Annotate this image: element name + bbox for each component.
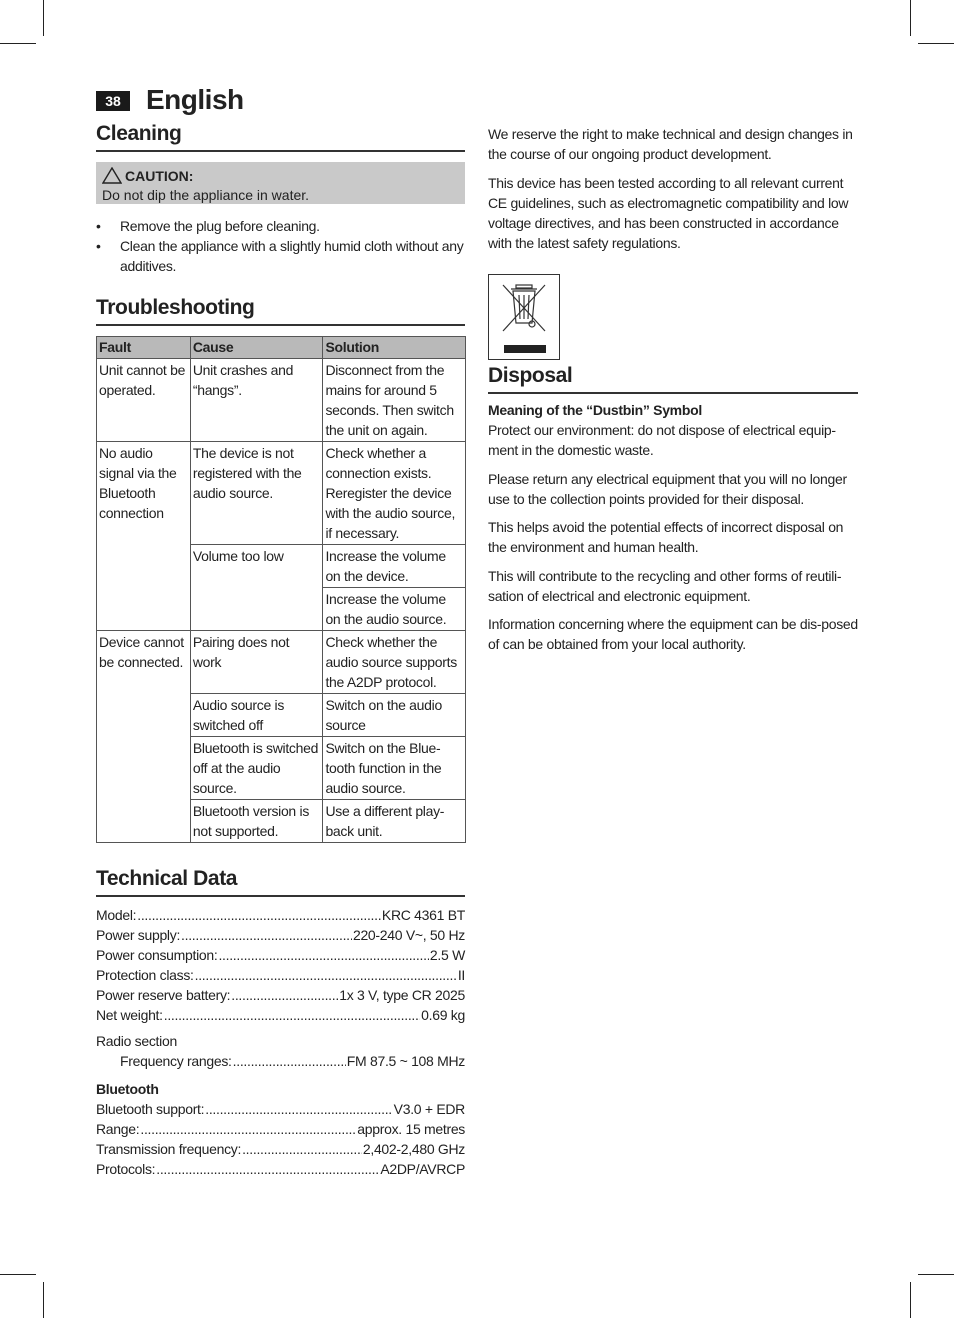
disposal-paragraph: Please return any electrical equipment that you will no longer use to the collection points provided for their disposal. (488, 471, 847, 507)
cause-cell: Bluetooth is switched off at the audio source. (190, 737, 323, 800)
table-row (97, 631, 466, 694)
crop-mark (910, 1282, 911, 1318)
spec-value: KRC 4361 BT (381, 907, 465, 923)
dustbin-meaning-subtitle: Meaning of the “Dustbin” Symbol (488, 402, 702, 418)
design-changes-paragraph: We reserve the right to make technical and design changes in the course of our ongoing product development. (488, 126, 853, 162)
table-row (97, 359, 466, 442)
cause-cell: Bluetooth version is not supported. (190, 800, 323, 843)
solution-cell: Increase the volume on the device. (323, 545, 466, 588)
fault-cell: Unit cannot be operated. (97, 359, 191, 442)
crop-mark (918, 1274, 954, 1275)
header-fault: Fault (97, 337, 191, 359)
spec-value: 220-240 V~, 50 Hz (352, 927, 465, 943)
spec-label: Protection class: (96, 967, 194, 983)
spec-row (96, 945, 465, 965)
disposal-paragraph: This will contribute to the recycling and other forms of reutili-sation of electrical and electronic equipment. (488, 568, 842, 604)
cause-cell: Unit crashes and “hangs”. (190, 359, 323, 442)
crossed-dustbin-icon (489, 275, 559, 359)
spec-label: Bluetooth support: (96, 1101, 205, 1117)
spec-value: A2DP/AVRCP (380, 1161, 465, 1177)
spec-label: Model: (96, 907, 137, 923)
bluetooth-section-title: Bluetooth (96, 1081, 159, 1097)
spec-label: Range: (96, 1121, 140, 1137)
spec-value: 0.69 kg (421, 1007, 465, 1023)
crop-mark (43, 0, 44, 36)
disposal-paragraph: Protect our environment: do not dispose of electrical equip-ment in the domestic waste. (488, 422, 836, 458)
solution-cell: Switch on the audio source (323, 694, 466, 737)
cleaning-heading: Cleaning (96, 122, 465, 152)
fault-cell: No audio signal via the Bluetooth connection (97, 442, 191, 631)
spec-label: Transmission frequency: (96, 1141, 242, 1157)
spec-row (96, 1099, 465, 1119)
radio-section-title: Radio section (96, 1033, 177, 1049)
spec-row (96, 1005, 465, 1025)
solution-cell: Disconnect from the mains for around 5 seconds. Then switch the unit on again. (323, 359, 466, 442)
troubleshooting-table (96, 336, 466, 843)
spec-row (96, 965, 465, 985)
spec-label: Net weight: (96, 1007, 163, 1023)
language-heading: English (146, 84, 244, 115)
disposal-paragraph: This helps avoid the potential effects of incorrect disposal on the environment and human health. (488, 519, 844, 555)
caution-title: CAUTION: (125, 167, 194, 184)
cause-cell: The device is not registered with the audio source. (190, 442, 323, 545)
spec-value: 2,402-2,480 GHz (362, 1141, 465, 1157)
header-cause: Cause (190, 337, 323, 359)
spec-value: 1x 3 V, type CR 2025 (339, 987, 465, 1003)
ce-paragraph: This device has been tested according to all relevant current CE guidelines, such as electromagnetic compatibility and low voltage directives, and has been constructed in accordance with the latest safety regulations. (488, 175, 849, 251)
caution-box (96, 162, 465, 204)
troubleshooting-heading: Troubleshooting (96, 296, 465, 326)
list-item: • Clean the appliance with a slightly humid cloth without any additives. (96, 236, 465, 276)
caution-title-row (102, 166, 459, 185)
crop-mark (0, 1274, 36, 1275)
spec-row (96, 925, 465, 945)
spec-row (96, 1051, 465, 1071)
spec-value: 2.5 W (429, 947, 465, 963)
crop-mark (918, 43, 954, 44)
solution-cell: Switch on the Blue-tooth function in the audio source. (323, 737, 466, 800)
spec-value: V3.0 + EDR (393, 1101, 465, 1117)
disposal-heading: Disposal (488, 364, 858, 394)
crop-mark (910, 0, 911, 36)
crop-mark (0, 43, 36, 44)
spec-list (96, 905, 465, 1025)
header-solution: Solution (323, 337, 466, 359)
page-number: 38 (96, 91, 130, 111)
list-item: • Remove the plug before cleaning. (96, 216, 465, 236)
cleaning-list (96, 216, 465, 276)
dustbin-symbol (488, 274, 560, 360)
crop-mark (43, 1282, 44, 1318)
cause-cell: Volume too low (190, 545, 323, 631)
table-row (97, 442, 466, 545)
solution-cell: Use a different play-back unit. (323, 800, 466, 843)
technical-data-heading: Technical Data (96, 867, 465, 897)
spec-label: Power consumption: (96, 947, 218, 963)
disposal-paragraph: Information concerning where the equipment can be dis-posed of can be obtained from your local authority. (488, 616, 858, 652)
spec-label: Power reserve battery: (96, 987, 231, 1003)
spec-row (96, 1159, 465, 1179)
caution-text: Do not dip the appliance in water. (102, 187, 310, 203)
warning-icon (102, 167, 122, 184)
table-header-row (97, 337, 466, 359)
spec-row (96, 1119, 465, 1139)
spec-value: approx. 15 metres (357, 1121, 465, 1137)
spec-row (96, 985, 465, 1005)
right-column (488, 122, 858, 654)
solution-cell: Increase the volume on the audio source. (323, 588, 466, 631)
spec-label: Protocols: (96, 1161, 156, 1177)
spec-value: FM 87.5 ~ 108 MHz (346, 1053, 465, 1069)
spec-label: Power supply: (96, 927, 181, 943)
fault-cell: Device cannot be connected. (97, 631, 191, 843)
solution-cell: Check whether a connection exists. Reregister the device with the audio source, if necessary. (323, 442, 466, 545)
cause-cell: Audio source is switched off (190, 694, 323, 737)
spec-row (96, 905, 465, 925)
spec-value: II (457, 967, 465, 983)
left-column (96, 122, 465, 1179)
cause-cell: Pairing does not work (190, 631, 323, 694)
spec-label: Frequency ranges: (120, 1053, 232, 1069)
solution-cell: Check whether the audio source supports the A2DP protocol. (323, 631, 466, 694)
spec-row (96, 1139, 465, 1159)
